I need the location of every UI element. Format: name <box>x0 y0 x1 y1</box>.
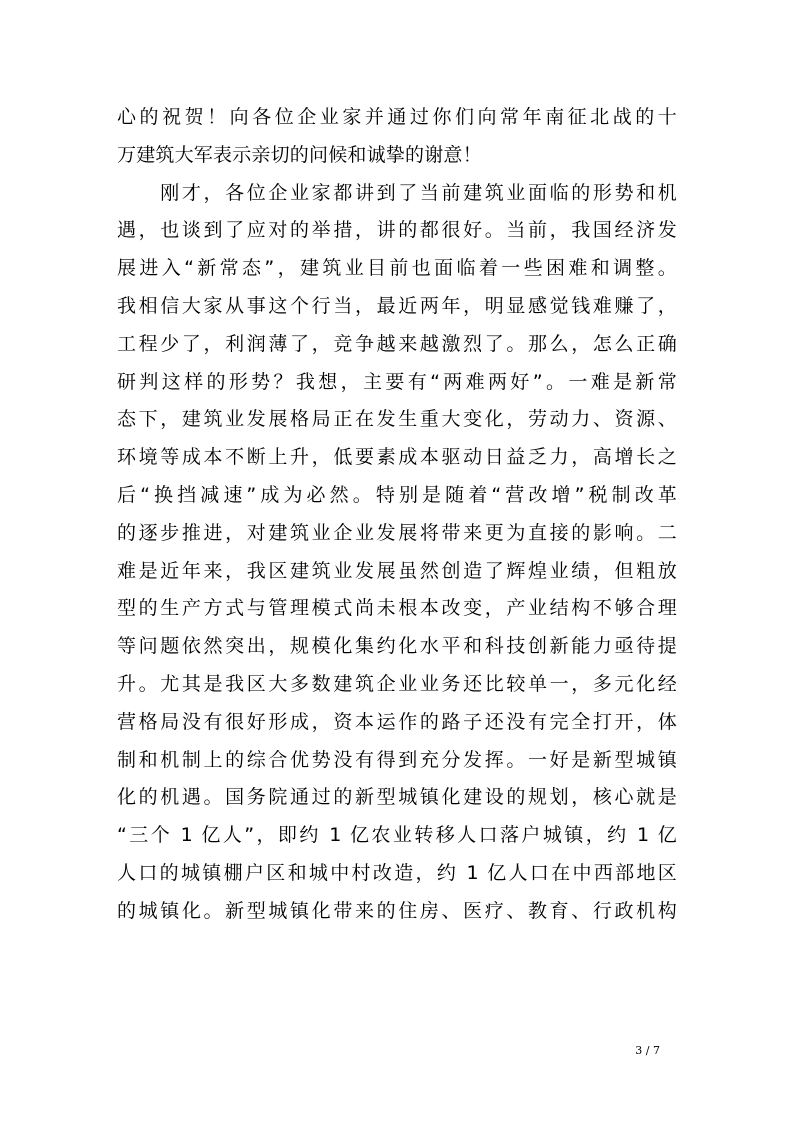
text-line: “三个 1 亿人”，即约 1 亿农业转移人口落户城镇，约 1 亿 <box>117 824 677 847</box>
page-number: 3 / 7 <box>635 1044 660 1057</box>
text-line: 万建筑大军表示亲切的问候和诚挚的谢意！ <box>117 143 482 166</box>
text-line: 遇，也谈到了应对的举措，讲的都很好。当前，我国经济发 <box>117 219 677 242</box>
text-line: 化的机遇。国务院通过的新型城镇化建设的规划，核心就是 <box>117 786 677 809</box>
text-line: 营格局没有很好形成，资本运作的路子还没有完全打开，体 <box>117 710 677 733</box>
text-line: 的逐步推进，对建筑业企业发展将带来更为直接的影响。二 <box>117 521 677 544</box>
text-line: 后“换挡减速”成为必然。特别是随着“营改增”税制改革 <box>117 483 677 506</box>
text-line: 人口的城镇棚户区和城中村改造，约 1 亿人口在中西部地区 <box>117 861 677 884</box>
text-line: 等问题依然突出，规模化集约化水平和科技创新能力亟待提 <box>117 635 677 658</box>
text-line: 展进入“新常态”，建筑业目前也面临着一些困难和调整。 <box>117 257 677 280</box>
text-line: 心的祝贺！向各位企业家并通过你们向常年南征北战的十 <box>117 106 677 128</box>
text-line: 难是近年来，我区建筑业发展虽然创造了辉煌业绩，但粗放 <box>117 559 677 582</box>
text-line: 研判这样的形势？我想，主要有“两难两好”。一难是新常 <box>117 370 677 393</box>
text-line: 工程少了，利润薄了，竞争越来越激烈了。那么，怎么正确 <box>117 332 677 355</box>
text-line: 环境等成本不断上升，低要素成本驱动日益乏力，高增长之 <box>117 446 677 469</box>
text-line: 态下，建筑业发展格局正在发生重大变化，劳动力、资源、 <box>117 408 677 431</box>
text-line: 制和机制上的综合优势没有得到充分发挥。一好是新型城镇 <box>117 748 677 771</box>
text-line: 升。尤其是我区大多数建筑企业业务还比较单一，多元化经 <box>117 672 677 695</box>
text-line: 刚才，各位企业家都讲到了当前建筑业面临的形势和机 <box>117 181 677 204</box>
body-text <box>117 99 677 931</box>
text-line: 的城镇化。新型城镇化带来的住房、医疗、教育、行政机构 <box>117 899 677 922</box>
text-line: 我相信大家从事这个行当，最近两年，明显感觉钱难赚了， <box>117 294 677 317</box>
text-line: 型的生产方式与管理模式尚未根本改变，产业结构不够合理 <box>117 597 677 620</box>
